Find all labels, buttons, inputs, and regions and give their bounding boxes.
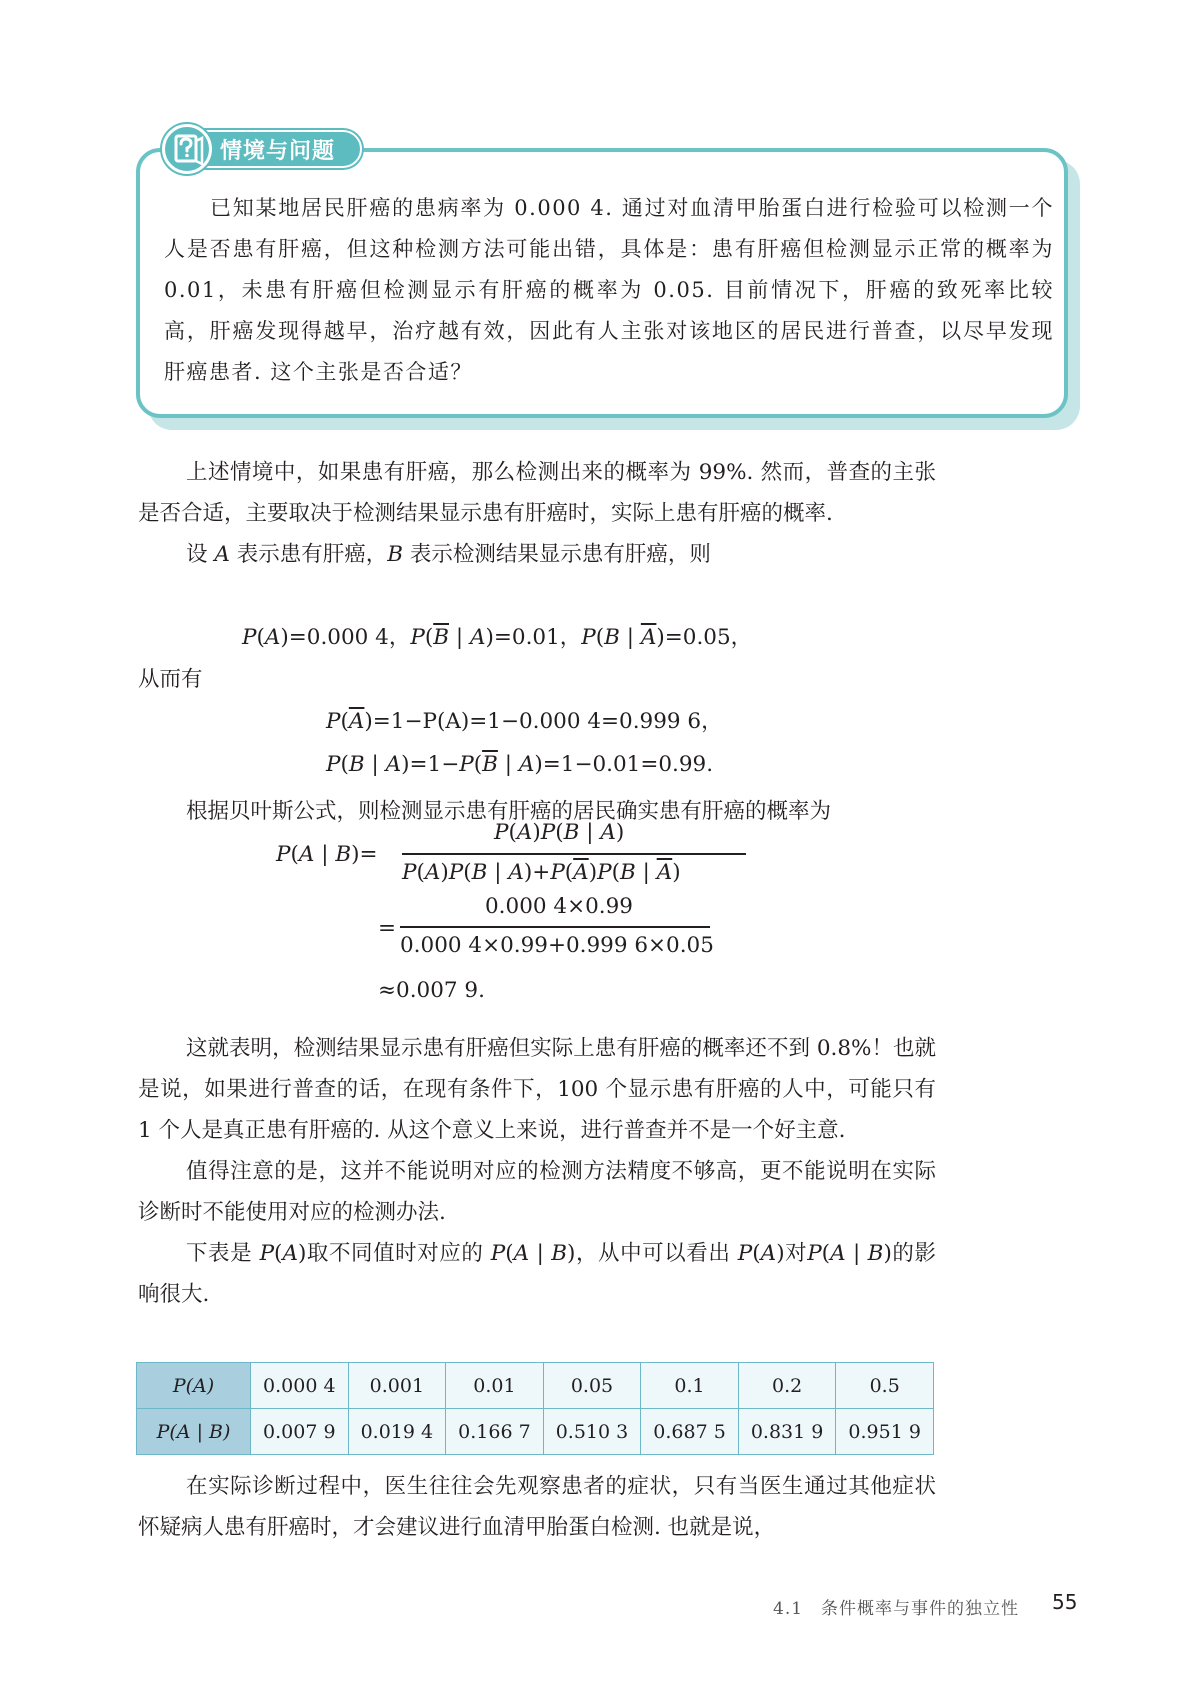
paragraph-5: 下表是 P(A)取不同值时对应的 P(A | B)，从中可以看出 P(A)对P(A | B)的影响很大.	[138, 1241, 936, 1307]
p5-a: 下表是	[186, 1241, 260, 1266]
frac2-bar	[400, 926, 710, 928]
table-header-pab: P(A | B)	[137, 1409, 251, 1455]
table-cell: 0.510 3	[543, 1409, 641, 1455]
label-therefore: 从而有	[138, 667, 203, 692]
p5-e: 的影响很大.	[138, 1241, 936, 1307]
p2-mid: 表示患有肝癌，	[229, 542, 388, 567]
question-mark-icon	[162, 124, 212, 174]
equation-1: P(A)=0.000 4，$P(\overline{B}$ | A)=0.01，P(B | $\overline{A})=0.05$，	[242, 625, 753, 650]
page-number: 55	[1052, 1590, 1078, 1614]
equation-2: $P(\overline{A})=1-P(A)=1-0.000$ 4=0.999 6，	[326, 709, 723, 734]
table-cell: 0.001	[348, 1363, 446, 1409]
table-cell: 0.687 5	[641, 1409, 739, 1455]
p2-post: 表示检测结果显示患有肝癌，则	[403, 542, 711, 567]
paragraph-2	[138, 534, 936, 575]
eq2-values: =1−P(A)=1−0.000 4=0.999 6，	[372, 709, 723, 734]
table-cell: 0.01	[446, 1363, 544, 1409]
context-paragraph: 已知某地居民肝癌的患病率为 0.000 4. 通过对血清甲胎蛋白进行检验可以检测一个人是否患有肝癌，但这种检测方法可能出错，具体是：患有肝癌但检测显示正常的概率为 0.01，未患有肝癌但检测显示有肝癌的概率为 0.05. 目前情况下，肝癌的致死率比较高，肝癌发现得越早，治疗越有效，因此有人主张对该地区的居民进行普查，以尽早发现肝癌患者. 这个主张是否合适？	[164, 196, 1054, 384]
footer-section-title: 4.1 条件概率与事件的独立性	[773, 1599, 1020, 1619]
badge-title: 情境与问题	[220, 139, 336, 164]
table-header-pa: P(A)	[137, 1363, 251, 1409]
table-row	[137, 1363, 934, 1409]
table-cell: 0.000 4	[251, 1363, 349, 1409]
var-b: B	[387, 542, 404, 567]
bayes-lhs: P(A | B)=	[276, 842, 378, 867]
approx-result: ≈0.007 9.	[378, 978, 485, 1003]
equals-sign: =	[378, 916, 397, 941]
var-a: A	[214, 542, 230, 567]
probability-table	[136, 1362, 934, 1455]
table-cell: 0.05	[543, 1363, 641, 1409]
table-cell: 0.951 9	[836, 1409, 934, 1455]
paragraph-6: 在实际诊断过程中，医生往往会先观察患者的症状，只有当医生通过其他症状怀疑病人患有肝癌时，才会建议进行血清甲胎蛋白检测. 也就是说，	[138, 1474, 936, 1540]
p2-pre: 设	[186, 542, 215, 567]
frac2-numerator: 0.000 4×0.99	[485, 894, 633, 919]
paragraph-4: 值得注意的是，这并不能说明对应的检测方法精度不够高，更不能说明在实际诊断时不能使用对应的检测办法.	[138, 1159, 936, 1225]
frac1-denominator: P(A)P(B | $A)+P(\overline{A})P(B$ | $\overline{A}$)	[402, 860, 681, 885]
p5-b: 取不同值时对应的	[306, 1241, 491, 1266]
table-cell: 0.007 9	[251, 1409, 349, 1455]
context-text	[164, 188, 1054, 393]
bayes-intro: 根据贝叶斯公式，则检测显示患有肝癌的居民确实患有肝癌的概率为	[186, 799, 832, 824]
p5-d: 对	[784, 1241, 808, 1266]
frac1-bar	[402, 853, 746, 855]
paragraph-1: 上述情境中，如果患有肝癌，那么检测出来的概率为 99%. 然而，普查的主张是否合适，主要取决于检测结果显示患有肝癌时，实际上患有肝癌的概率.	[138, 460, 936, 526]
p5-c: ，从中可以看出	[575, 1241, 738, 1266]
table-cell: 0.166 7	[446, 1409, 544, 1455]
table-cell: 0.831 9	[738, 1409, 836, 1455]
main-text-2	[138, 1028, 936, 1315]
context-badge	[162, 124, 362, 174]
frac1-numerator: P(A)P(B | A)	[494, 820, 625, 845]
frac2-denominator: 0.000 4×0.99+0.999 6×0.05	[400, 933, 714, 958]
table-cell: 0.019 4	[348, 1409, 446, 1455]
equation-3: P(B | $A)=1-P(\overline{B}$ | A)=1−0.01=0.99.	[326, 752, 714, 777]
table-cell: 0.2	[738, 1363, 836, 1409]
paragraph-3: 这就表明，检测结果显示患有肝癌但实际上患有肝癌的概率还不到 0.8%！也就是说，如果进行普查的话，在现有条件下，100 个显示患有肝癌的人中，可能只有 1 个人是真正患有肝癌的. 从这个意义上来说，进行普查并不是一个好主意.	[138, 1036, 936, 1143]
table-row	[137, 1409, 934, 1455]
main-text-3	[138, 1466, 936, 1548]
main-text	[138, 452, 936, 575]
table-cell: 0.5	[836, 1363, 934, 1409]
table-cell: 0.1	[641, 1363, 739, 1409]
